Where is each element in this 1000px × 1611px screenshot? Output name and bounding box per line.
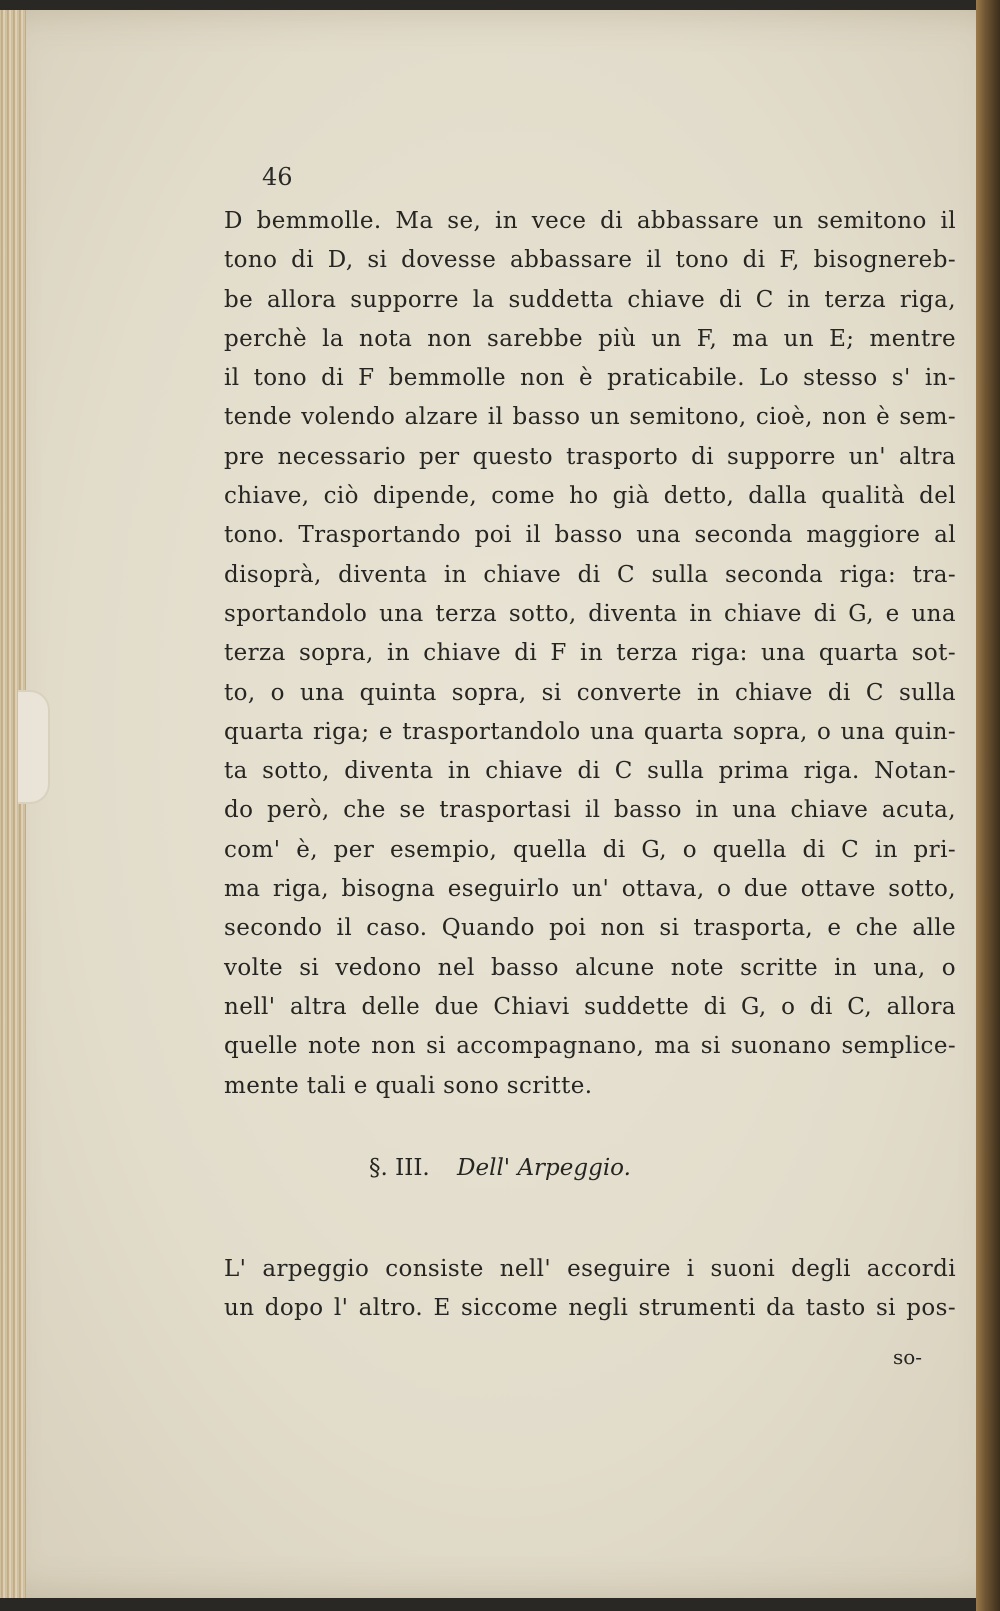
text-line: quelle note non si accompagnano, ma si suonano semplice-	[224, 1033, 956, 1060]
text-line: ta sotto, diventa in chiave di C sulla prima riga. Notan-	[224, 758, 956, 785]
page-tab-marker	[18, 690, 50, 804]
text-line: L' arpeggio consiste nell' eseguire i suoni degli accordi	[224, 1256, 956, 1282]
text-line: volte si vedono nel basso alcune note scritte in una, o	[224, 954, 956, 981]
catchword: so-	[893, 1345, 923, 1369]
section-number: §. III.	[369, 1155, 430, 1181]
text-line: mente tali e quali sono scritte.	[224, 1072, 593, 1099]
text-line: pre necessario per questo trasporto di supporre un' altra	[224, 443, 956, 470]
text-line: perchè la nota non sarebbe più un F, ma un E; mentre	[224, 325, 956, 352]
text-line: chiave, ciò dipende, come ho già detto, dalla qualità del	[224, 483, 956, 510]
text-line: ma riga, bisogna eseguirlo un' ottava, o due ottave sotto,	[224, 876, 956, 903]
text-line: to, o una quinta sopra, si converte in chiave di C sulla	[224, 679, 956, 706]
text-line: D bemmolle. Ma se, in vece di abbassare un semitono il	[224, 208, 956, 234]
text-line: be allora supporre la suddetta chiave di C in terza riga,	[224, 286, 956, 313]
text-line: secondo il caso. Quando poi non si trasporta, e che alle	[224, 915, 956, 942]
text-line: com' è, per esempio, quella di G, o quella di C in pri-	[224, 836, 956, 863]
text-line: tono. Trasportando poi il basso una seconda maggiore al	[224, 522, 956, 549]
paragraph-2	[224, 1250, 956, 1328]
text-line: terza sopra, in chiave di F in terza riga: una quarta sot-	[224, 640, 956, 667]
section-title: Dell' Arpeggio.	[457, 1155, 631, 1181]
paragraph-1	[224, 202, 956, 1106]
page-number: 46	[262, 163, 293, 191]
text-line: un dopo l' altro. E siccome negli strumenti da tasto si pos-	[224, 1295, 956, 1321]
text-line: il tono di F bemmolle non è praticabile. Lo stesso s' in-	[224, 365, 956, 392]
text-line: do però, che se trasportasi il basso in una chiave acuta,	[224, 797, 956, 824]
section-heading	[0, 1155, 1000, 1181]
page-edges-left	[0, 10, 26, 1598]
book-spine-edge	[976, 0, 1000, 1611]
text-line: sportandolo una terza sotto, diventa in chiave di G, e una	[224, 600, 956, 627]
text-line: nell' altra delle due Chiavi suddette di G, o di C, allora	[224, 993, 956, 1020]
text-line: tende volendo alzare il basso un semitono, cioè, non è sem-	[224, 404, 956, 431]
text-line: tono di D, si dovesse abbassare il tono di F, bisognereb-	[224, 247, 956, 274]
text-line: quarta riga; e trasportandolo una quarta sopra, o una quin-	[224, 718, 956, 745]
text-line: disoprà, diventa in chiave di C sulla seconda riga: tra-	[224, 561, 956, 588]
